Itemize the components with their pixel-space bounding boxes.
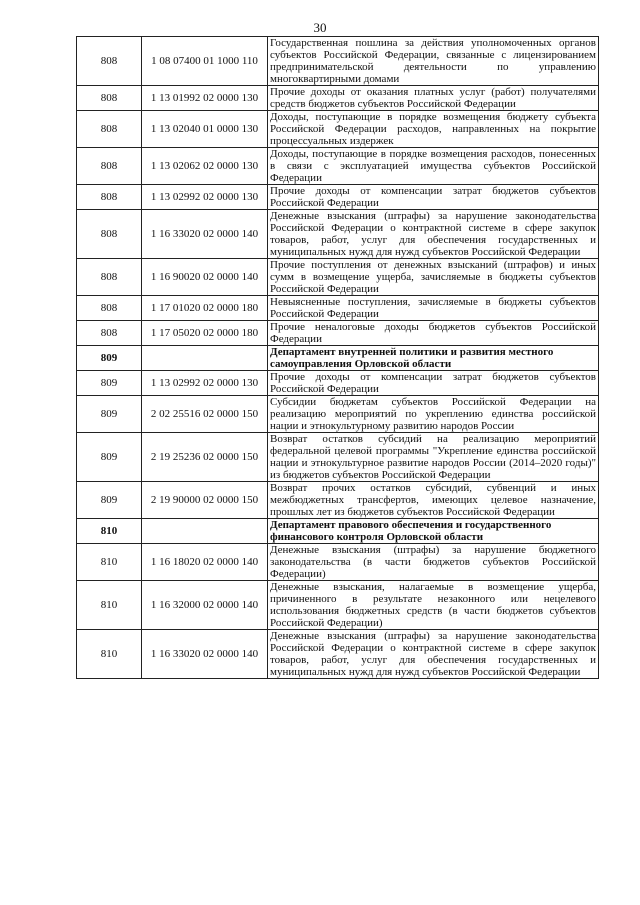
admin-code-cell: 809	[77, 433, 142, 482]
description-cell: Денежные взыскания (штрафы) за нарушение бюджетного законодательства (в части бюджетов субъектов Российской Федерации)	[268, 544, 599, 581]
revenue-code-cell: 1 16 33020 02 0000 140	[142, 630, 268, 679]
table-row	[77, 210, 599, 259]
admin-code-cell: 809	[77, 371, 142, 396]
revenue-code-cell	[142, 519, 268, 544]
department-header-row	[77, 346, 599, 371]
revenue-code-cell: 1 13 01992 02 0000 130	[142, 86, 268, 111]
table-row	[77, 630, 599, 679]
table-row	[77, 433, 599, 482]
table-row	[77, 259, 599, 296]
admin-code-cell: 808	[77, 321, 142, 346]
revenue-code-cell: 1 17 05020 02 0000 180	[142, 321, 268, 346]
revenue-code-cell: 1 16 90020 02 0000 140	[142, 259, 268, 296]
description-cell: Денежные взыскания, налагаемые в возмещение ущерба, причиненного в результате незаконного или нецелевого использования бюджетных средств (в части бюджетов субъектов Российской Федерации)	[268, 581, 599, 630]
revenue-code-cell: 1 16 32000 02 0000 140	[142, 581, 268, 630]
page-number: 30	[313, 20, 327, 35]
description-cell: Доходы, поступающие в порядке возмещения бюджету субъекта Российской Федерации расходов, направленных на покрытие процессуальных издержек	[268, 111, 599, 148]
department-header-row	[77, 519, 599, 544]
description-cell: Государственная пошлина за действия уполномоченных органов субъектов Российской Федерации, связанные с лицензированием предпринимательской деятельности по управлению многоквартирными домами	[268, 37, 599, 86]
revenue-code-cell	[142, 346, 268, 371]
admin-code-cell: 810	[77, 519, 142, 544]
admin-code-cell: 810	[77, 630, 142, 679]
admin-code-cell: 808	[77, 111, 142, 148]
description-cell: Прочие поступления от денежных взысканий (штрафов) и иных сумм в возмещение ущерба, зачисляемые в бюджеты субъектов Российской Федерации	[268, 259, 599, 296]
revenue-code-cell: 1 16 33020 02 0000 140	[142, 210, 268, 259]
admin-code-cell: 808	[77, 185, 142, 210]
table-row	[77, 86, 599, 111]
admin-code-cell: 810	[77, 581, 142, 630]
admin-code-cell: 808	[77, 148, 142, 185]
revenue-code-cell: 1 17 01020 02 0000 180	[142, 296, 268, 321]
admin-code-cell: 808	[77, 37, 142, 86]
admin-code-cell: 809	[77, 396, 142, 433]
table-row	[77, 111, 599, 148]
revenue-code-cell: 1 08 07400 01 1000 110	[142, 37, 268, 86]
table-row	[77, 37, 599, 86]
description-cell: Департамент правового обеспечения и государственного финансового контроля Орловской области	[268, 519, 599, 544]
table-row	[77, 321, 599, 346]
revenue-code-cell: 1 13 02992 02 0000 130	[142, 371, 268, 396]
table-row	[77, 371, 599, 396]
table-row	[77, 148, 599, 185]
description-cell: Возврат остатков субсидий на реализацию мероприятий федеральной целевой программы "Укрепление единства российской нации и этнокультурное развитие народов России (2014–2020 годы)" из бюджетов субъектов Российской Федерации	[268, 433, 599, 482]
revenue-classification-table	[76, 36, 599, 679]
table-row	[77, 482, 599, 519]
admin-code-cell: 809	[77, 346, 142, 371]
description-cell: Департамент внутренней политики и развития местного самоуправления Орловской области	[268, 346, 599, 371]
revenue-code-cell: 1 13 02062 02 0000 130	[142, 148, 268, 185]
description-cell: Денежные взыскания (штрафы) за нарушение законодательства Российской Федерации о контрактной системе в сфере закупок товаров, работ, услуг для обеспечения государственных и муниципальных нужд для нужд субъектов Российской Федерации	[268, 210, 599, 259]
table-row	[77, 185, 599, 210]
description-cell: Прочие доходы от компенсации затрат бюджетов субъектов Российской Федерации	[268, 371, 599, 396]
table-row	[77, 581, 599, 630]
description-cell: Денежные взыскания (штрафы) за нарушение законодательства Российской Федерации о контрактной системе в сфере закупок товаров, работ, услуг для обеспечения государственных и муниципальных нужд для нужд субъектов Российской Федерации	[268, 630, 599, 679]
description-cell: Субсидии бюджетам субъектов Российской Федерации на реализацию мероприятий по укреплению единства российской нации и этнокультурному развитию народов России	[268, 396, 599, 433]
admin-code-cell: 810	[77, 544, 142, 581]
description-cell: Прочие доходы от компенсации затрат бюджетов субъектов Российской Федерации	[268, 185, 599, 210]
table-row	[77, 544, 599, 581]
table-row	[77, 396, 599, 433]
description-cell: Прочие доходы от оказания платных услуг (работ) получателями средств бюджетов субъектов Российской Федерации	[268, 86, 599, 111]
table-row	[77, 296, 599, 321]
revenue-code-cell: 1 13 02992 02 0000 130	[142, 185, 268, 210]
description-cell: Прочие неналоговые доходы бюджетов субъектов Российской Федерации	[268, 321, 599, 346]
revenue-code-cell: 2 19 90000 02 0000 150	[142, 482, 268, 519]
revenue-code-cell: 1 13 02040 01 0000 130	[142, 111, 268, 148]
description-cell: Возврат прочих остатков субсидий, субвенций и иных межбюджетных трансфертов, имеющих целевое назначение, прошлых лет из бюджетов субъектов Российской Федерации	[268, 482, 599, 519]
description-cell: Невыясненные поступления, зачисляемые в бюджеты субъектов Российской Федерации	[268, 296, 599, 321]
admin-code-cell: 808	[77, 296, 142, 321]
revenue-code-cell: 1 16 18020 02 0000 140	[142, 544, 268, 581]
admin-code-cell: 808	[77, 210, 142, 259]
description-cell: Доходы, поступающие в порядке возмещения расходов, понесенных в связи с эксплуатацией имущества субъектов Российской Федерации	[268, 148, 599, 185]
admin-code-cell: 809	[77, 482, 142, 519]
revenue-code-cell: 2 19 25236 02 0000 150	[142, 433, 268, 482]
admin-code-cell: 808	[77, 86, 142, 111]
admin-code-cell: 808	[77, 259, 142, 296]
revenue-code-cell: 2 02 25516 02 0000 150	[142, 396, 268, 433]
